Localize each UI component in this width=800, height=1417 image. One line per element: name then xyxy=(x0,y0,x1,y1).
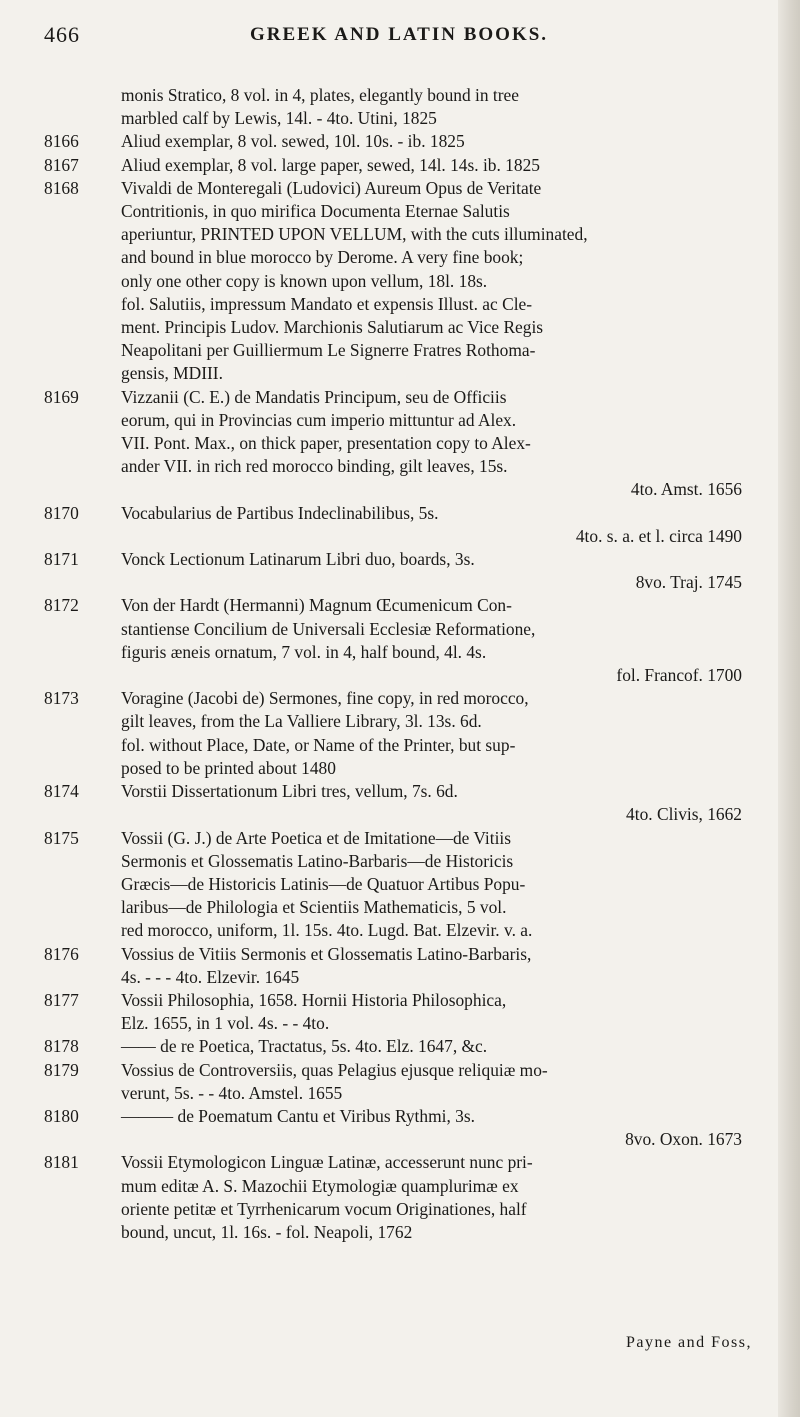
entry-line: ment. Principis Ludov. Marchionis Salutiarum ac Vice Regis xyxy=(121,317,544,338)
entry-line: Vonck Lectionum Latinarum Libri duo, boards, 3s. xyxy=(121,549,475,570)
catalogue-entry xyxy=(44,386,744,502)
entry-line: Neapolitani per Guilliermum Le Signerre Fratres Rothoma- xyxy=(121,340,536,361)
entry-line: verunt, 5s. - - 4to. Amstel. 1655 xyxy=(121,1082,343,1103)
entry-line: 4to. Amst. 1656 xyxy=(630,479,742,500)
page-header xyxy=(44,22,754,52)
entry-line: Vorstii Dissertationum Libri tres, vellum, 7s. 6d. xyxy=(121,781,458,802)
catalogue-entry xyxy=(44,177,744,386)
entry-line: Von der Hardt (Hermanni) Magnum Œcumenicum Con- xyxy=(121,595,512,616)
entry-line: monis Stratico, 8 vol. in 4, plates, elegantly bound in tree xyxy=(121,85,519,105)
entry-line: laribus—de Philologia et Scientiis Mathematicis, 5 vol. xyxy=(121,897,507,918)
entry-line: ——— de Poematum Cantu et Viribus Rythmi, 3s. xyxy=(121,1105,475,1126)
entry-line: marbled calf by Lewis, 14l. - 4to. Utini, 1825 xyxy=(121,108,437,129)
entry-number: 8180 xyxy=(44,1105,79,1126)
entry-line: oriente petitæ et Tyrrhenicarum vocum Originationes, half xyxy=(121,1198,527,1219)
entry-number: 8169 xyxy=(44,386,79,407)
catalogue-entry xyxy=(44,130,744,153)
catalogue-entry xyxy=(44,502,744,548)
entry-line: stantiense Concilium de Universali Ecclesiæ Reformatione, xyxy=(121,618,536,639)
catalogue-entry xyxy=(44,1035,744,1058)
entry-line: fol. Salutiis, impressum Mandato et expensis Illust. ac Cle- xyxy=(121,293,533,314)
entry-line: aperiuntur, PRINTED UPON VELLUM, with the cuts illuminated, xyxy=(121,224,588,245)
entry-line: Vizzanii (C. E.) de Mandatis Principum, seu de Officiis xyxy=(121,386,507,407)
entry-line: Sermonis et Glossematis Latino-Barbaris—de Historicis xyxy=(121,850,514,871)
catalogue-entry xyxy=(44,154,744,177)
entry-number: 8181 xyxy=(44,1152,79,1173)
page-edge-shadow xyxy=(778,0,800,1417)
catalogue-entry xyxy=(44,1059,744,1105)
entry-line: Vossii (G. J.) de Arte Poetica et de Imitatione—de Vitiis xyxy=(121,827,512,848)
entry-line: —— de re Poetica, Tractatus, 5s. 4to. Elz. 1647, &c. xyxy=(121,1036,488,1057)
catalogue-entries xyxy=(44,84,744,1244)
entry-line: mum editæ A. S. Mazochii Etymologiæ quamplurimæ ex xyxy=(121,1175,519,1196)
entry-line: Voragine (Jacobi de) Sermones, fine copy, in red morocco, xyxy=(121,688,529,709)
entry-line: Græcis—de Historicis Latinis—de Quatuor Artibus Popu- xyxy=(121,873,526,894)
catalogue-entry xyxy=(44,943,744,989)
entry-line: fol. without Place, Date, or Name of the Printer, but sup- xyxy=(121,734,516,755)
entry-number: 8175 xyxy=(44,827,79,848)
catalogue-entry xyxy=(44,1151,744,1244)
catalogue-entry xyxy=(44,827,744,943)
entry-line: Contritionis, in quo mirifica Documenta Eternae Salutis xyxy=(121,201,510,222)
entry-number: 8167 xyxy=(44,154,79,175)
entry-line: Vossii Etymologicon Linguæ Latinæ, accesserunt nunc pri- xyxy=(121,1152,533,1173)
running-title: GREEK AND LATIN BOOKS. xyxy=(249,24,549,45)
entry-line: Aliud exemplar, 8 vol. sewed, 10l. 10s. - ib. 1825 xyxy=(121,131,465,152)
entry-line: 4to. s. a. et l. circa 1490 xyxy=(575,525,742,546)
catalogue-entry xyxy=(44,1105,744,1151)
catalogue-entry xyxy=(44,84,744,130)
entry-number: 8172 xyxy=(44,595,79,616)
entry-line: 4s. - - - 4to. Elzevir. 1645 xyxy=(121,966,300,987)
entry-line: red morocco, uniform, 1l. 15s. 4to. Lugd. Bat. Elzevir. v. a. xyxy=(121,920,533,941)
entry-line: ander VII. in rich red morocco binding, gilt leaves, 15s. xyxy=(121,456,508,477)
entry-line: Vossius de Controversiis, quas Pelagius ejusque reliquiæ mo- xyxy=(121,1059,548,1080)
entry-line: Vivaldi de Monteregali (Ludovici) Aureum Opus de Veritate xyxy=(121,177,542,198)
entry-line: gensis, MDIII. xyxy=(121,363,223,384)
entry-number: 8176 xyxy=(44,943,79,964)
entry-number: 8178 xyxy=(44,1036,79,1057)
catalogue-entry xyxy=(44,780,744,826)
entry-line: only one other copy is known upon vellum, 18l. 18s. xyxy=(121,270,488,291)
entry-line: VII. Pont. Max., on thick paper, presentation copy to Alex- xyxy=(121,433,531,454)
entry-line: fol. Francof. 1700 xyxy=(616,665,742,686)
entry-number: 8174 xyxy=(44,781,79,802)
entry-line: figuris æneis ornatum, 7 vol. in 4, half bound, 4l. 4s. xyxy=(121,641,487,662)
entry-number: 8177 xyxy=(44,989,79,1010)
entry-line: Vossii Philosophia, 1658. Hornii Historia Philosophica, xyxy=(121,989,507,1010)
entry-line: Vocabularius de Partibus Indeclinabilibus, 5s. xyxy=(121,502,439,523)
entry-number: 8168 xyxy=(44,177,79,198)
entry-number: 8173 xyxy=(44,688,79,709)
entry-line: 8vo. Oxon. 1673 xyxy=(625,1129,742,1150)
entry-number: 8166 xyxy=(44,131,79,152)
printer-signature: Payne and Foss, xyxy=(625,1334,752,1351)
entry-line: Aliud exemplar, 8 vol. large paper, sewed, 14l. 14s. ib. 1825 xyxy=(121,154,540,175)
entry-line: and bound in blue morocco by Derome. A very fine book; xyxy=(121,247,524,268)
page-number: 466 xyxy=(44,22,80,47)
entry-line: eorum, qui in Provincias cum imperio mittuntur ad Alex. xyxy=(121,409,517,430)
catalogue-entry xyxy=(44,548,744,594)
entry-number: 8170 xyxy=(44,502,79,523)
catalogue-entry xyxy=(44,989,744,1035)
catalogue-entry xyxy=(44,687,744,780)
entry-number: 8179 xyxy=(44,1059,79,1080)
entry-line: 4to. Clivis, 1662 xyxy=(626,804,742,825)
entry-number: 8171 xyxy=(44,549,79,570)
entry-line: bound, uncut, 1l. 16s. - fol. Neapoli, 1762 xyxy=(121,1221,413,1242)
entry-line: Vossius de Vitiis Sermonis et Glossematis Latino-Barbaris, xyxy=(121,943,532,964)
entry-line: Elz. 1655, in 1 vol. 4s. - - 4to. xyxy=(121,1013,330,1034)
entry-line: gilt leaves, from the La Valliere Library, 3l. 13s. 6d. xyxy=(121,711,482,732)
entry-line: posed to be printed about 1480 xyxy=(121,757,336,778)
catalogue-entry xyxy=(44,594,744,687)
entry-line: 8vo. Traj. 1745 xyxy=(635,572,742,593)
